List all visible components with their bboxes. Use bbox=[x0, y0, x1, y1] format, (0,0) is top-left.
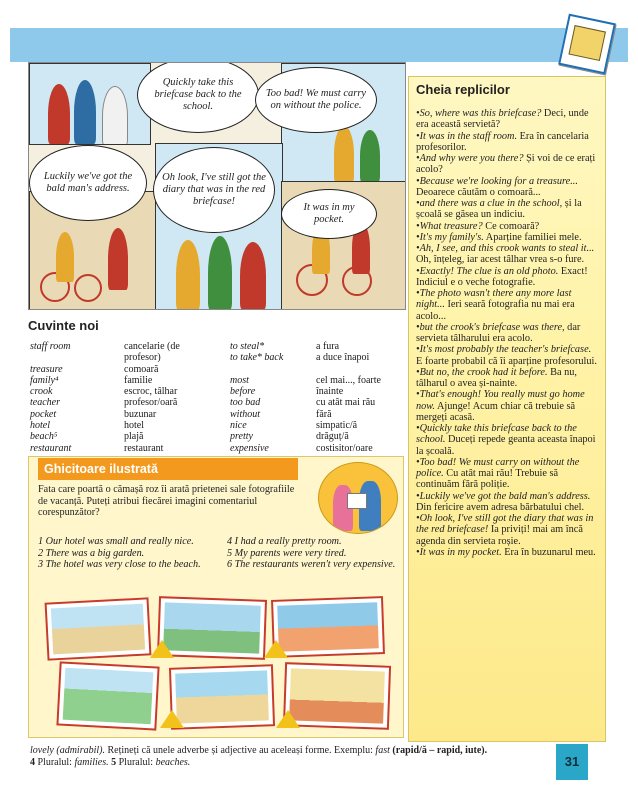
vocab-translation: hotel bbox=[124, 420, 144, 432]
quiz-sentence-3: 3 The hotel was very close to the beach. bbox=[38, 559, 201, 570]
quiz-sentence-6: 6 The restaurants weren't very expensive. bbox=[227, 559, 396, 570]
key-entry: •It was in my pocket. Era în buzunarul meu. bbox=[416, 546, 596, 558]
top-color-band bbox=[10, 28, 628, 62]
vocab-translation: profesor/oară bbox=[124, 397, 178, 409]
vocab-translation: cel mai..., foarte bbox=[316, 374, 381, 386]
vocab-word: to steal* bbox=[230, 341, 265, 352]
quiz-sentences-left bbox=[38, 536, 218, 571]
vocab-word bbox=[30, 352, 71, 363]
vocab-word: before bbox=[230, 386, 256, 398]
vocab-word: nice bbox=[230, 420, 247, 432]
vocab-translation: cancelarie (de bbox=[124, 341, 180, 352]
key-entry: •The photo wasn't there any more last night... Ieri seară fotografia nu mai era acolo... bbox=[416, 288, 575, 322]
vocab-translation: plajă bbox=[124, 431, 144, 443]
girls-illustration bbox=[318, 462, 398, 534]
photo-marker bbox=[276, 710, 300, 728]
photo-marker bbox=[160, 710, 184, 728]
page-number: 31 bbox=[556, 744, 588, 780]
key-entry: •Luckily we've got the bald man's address. Din fericire avem adresa bărbatului chel. bbox=[416, 490, 591, 513]
footnotes bbox=[30, 745, 540, 768]
comic-panel-1 bbox=[29, 63, 151, 145]
vocab-translation: simpatic/ă bbox=[316, 420, 358, 432]
vocab-word: without bbox=[230, 408, 261, 420]
vocab-word: teacher bbox=[30, 397, 60, 409]
key-entry: •Too bad! We must carry on without the police. Cu atât mai rău! Trebuie să continuăm fără poliție. bbox=[416, 456, 580, 491]
vocab-word: hotel bbox=[30, 420, 50, 432]
vocab-word: family⁴ bbox=[30, 374, 59, 386]
vocab-translation: înainte bbox=[316, 386, 344, 398]
vocab-word: most bbox=[230, 374, 249, 386]
vocab-title: Cuvinte noi bbox=[28, 318, 99, 333]
key-entry: •Because we're looking for a treasure... Deoarece căutăm o comoară... bbox=[416, 175, 578, 198]
comic-strip bbox=[28, 62, 406, 310]
quiz-sentences-right bbox=[227, 536, 397, 571]
key-entry: •Oh look, I've still got the diary that was in the red briefcase! Ia priviți! mai am încă agenda din servieta roșie. bbox=[416, 513, 594, 547]
key-entry: •It's my family's. Aparține familiei mele. bbox=[416, 231, 582, 243]
vocab-col-romanian-2 bbox=[316, 341, 381, 454]
key-entry: •And why were you there? Și voi de ce erați acolo? bbox=[416, 153, 596, 176]
key-entry: •Exactly! The clue is an old photo. Exact! Indiciul e o veche fotografie. bbox=[416, 265, 588, 288]
vocab-translation: escroc, tâlhar bbox=[124, 386, 178, 398]
vocab-word: too bad bbox=[230, 397, 261, 409]
speech-bubble-4: Oh look, I've still got the diary that was in the red briefcase! bbox=[153, 147, 275, 233]
key-entry: •So, where was this briefcase? Deci, unde era această servietă? bbox=[416, 108, 589, 131]
vocab-translation: drăguț/ă bbox=[316, 431, 349, 443]
vocab-translation: comoară bbox=[124, 363, 159, 375]
quiz-sentence-4: 4 I had a really pretty room. bbox=[227, 536, 342, 547]
vacation-photo-5 bbox=[169, 664, 275, 730]
key-entry: •but the crook's briefcase was there, dar servieta tâlharului era acolo. bbox=[416, 321, 581, 344]
key-entry: •That's enough! You really must go home now. Ajunge! Acum chiar că trebuie să mergeți acasă. bbox=[416, 389, 585, 423]
vocab-translation: cu atât mai rău bbox=[316, 397, 376, 409]
speech-bubble-1: Quickly take this briefcase back to the school. bbox=[137, 62, 259, 133]
vocab-word: pocket bbox=[30, 408, 57, 420]
vocab-translation: a duce înapoi bbox=[316, 352, 370, 364]
footnote-line-2: 4 Pluralul: families. 5 Pluralul: beaches. bbox=[30, 756, 191, 768]
vocab-translation: restaurant bbox=[124, 442, 164, 454]
vocab-translation: profesor) bbox=[124, 352, 161, 364]
key-entry: •Ah, I see, and this crook wants to steal it... Oh, înțeleg, iar acest tâlhar vrea s-o fure. bbox=[416, 243, 595, 266]
quiz-sentence-5: 5 My parents were very tired. bbox=[227, 547, 347, 559]
speech-bubble-3: Luckily we've got the bald man's address. bbox=[29, 145, 147, 221]
photo-marker bbox=[264, 640, 288, 658]
vocab-translation: fără bbox=[316, 408, 332, 420]
vocab-translation: a fura bbox=[316, 341, 340, 352]
vocab-col-english-2 bbox=[230, 341, 283, 454]
answer-key-text bbox=[416, 108, 600, 558]
quiz-instructions: Fata care poartă o cămașă roz îi arată prietenei sale fotografiile de vacanță. Puteți atribui fiecărei imagini comentariul corespunzător? bbox=[38, 484, 295, 519]
vocab-translation bbox=[316, 364, 381, 375]
footnote-line-1: lovely (admirabil). Rețineți că unele adverbe și adjective au aceleași forme. Exemplu: fast (rapid/ă – rapid, iute). bbox=[30, 745, 488, 756]
quiz-sentence-2: 2 There was a big garden. bbox=[38, 547, 145, 559]
vocab-col-romanian-1 bbox=[124, 341, 180, 454]
vocab-word: expensive bbox=[230, 442, 269, 454]
key-entry: •Quickly take this briefcase back to the school. Duceți repede geanta aceasta înapoi la școală. bbox=[416, 423, 596, 457]
vacation-photo-3 bbox=[271, 596, 385, 658]
key-entry: •But no, the crook had it before. Ba nu, tâlharul o avea și-nainte. bbox=[416, 366, 577, 389]
photo-marker bbox=[150, 640, 174, 658]
answer-key-title: Cheia replicilor bbox=[416, 82, 510, 97]
vacation-photo-1 bbox=[45, 597, 152, 660]
vocab-col-english-1 bbox=[30, 341, 71, 454]
quiz-sentence-1: 1 Our hotel was small and really nice. bbox=[38, 536, 194, 547]
key-entry: •What treasure? Ce comoară? bbox=[416, 220, 540, 232]
vocab-translation: familie bbox=[124, 374, 153, 386]
vocab-word: staff room bbox=[30, 341, 71, 352]
vocab-word: to take* back bbox=[230, 352, 284, 364]
vocab-word: pretty bbox=[230, 431, 253, 443]
key-entry: •and there was a clue in the school, și la școală se găsea un indiciu. bbox=[416, 198, 582, 221]
vocab-word: treasure bbox=[30, 363, 63, 375]
speech-bubble-2: Too bad! We must carry on without the police. bbox=[255, 67, 377, 133]
quiz-title: Ghicitoare ilustrată bbox=[38, 458, 298, 480]
vocab-word: crook bbox=[30, 386, 53, 398]
vocab-word: restaurant bbox=[30, 442, 72, 454]
photo-frame-icon bbox=[558, 14, 616, 75]
key-entry: •It was in the staff room. Era în cancelaria profesorilor. bbox=[416, 130, 589, 153]
vocab-word bbox=[230, 364, 283, 375]
vocab-word: beach⁵ bbox=[30, 431, 58, 443]
vocab-translation: buzunar bbox=[124, 408, 157, 420]
vocab-translation: costisitor/oare bbox=[316, 442, 373, 454]
vacation-photo-4 bbox=[56, 661, 159, 730]
speech-bubble-5: It was in my pocket. bbox=[281, 189, 377, 239]
key-entry: •It's most probably the teacher's briefcase. E foarte probabil că îi aparține profesorului. bbox=[416, 344, 597, 367]
